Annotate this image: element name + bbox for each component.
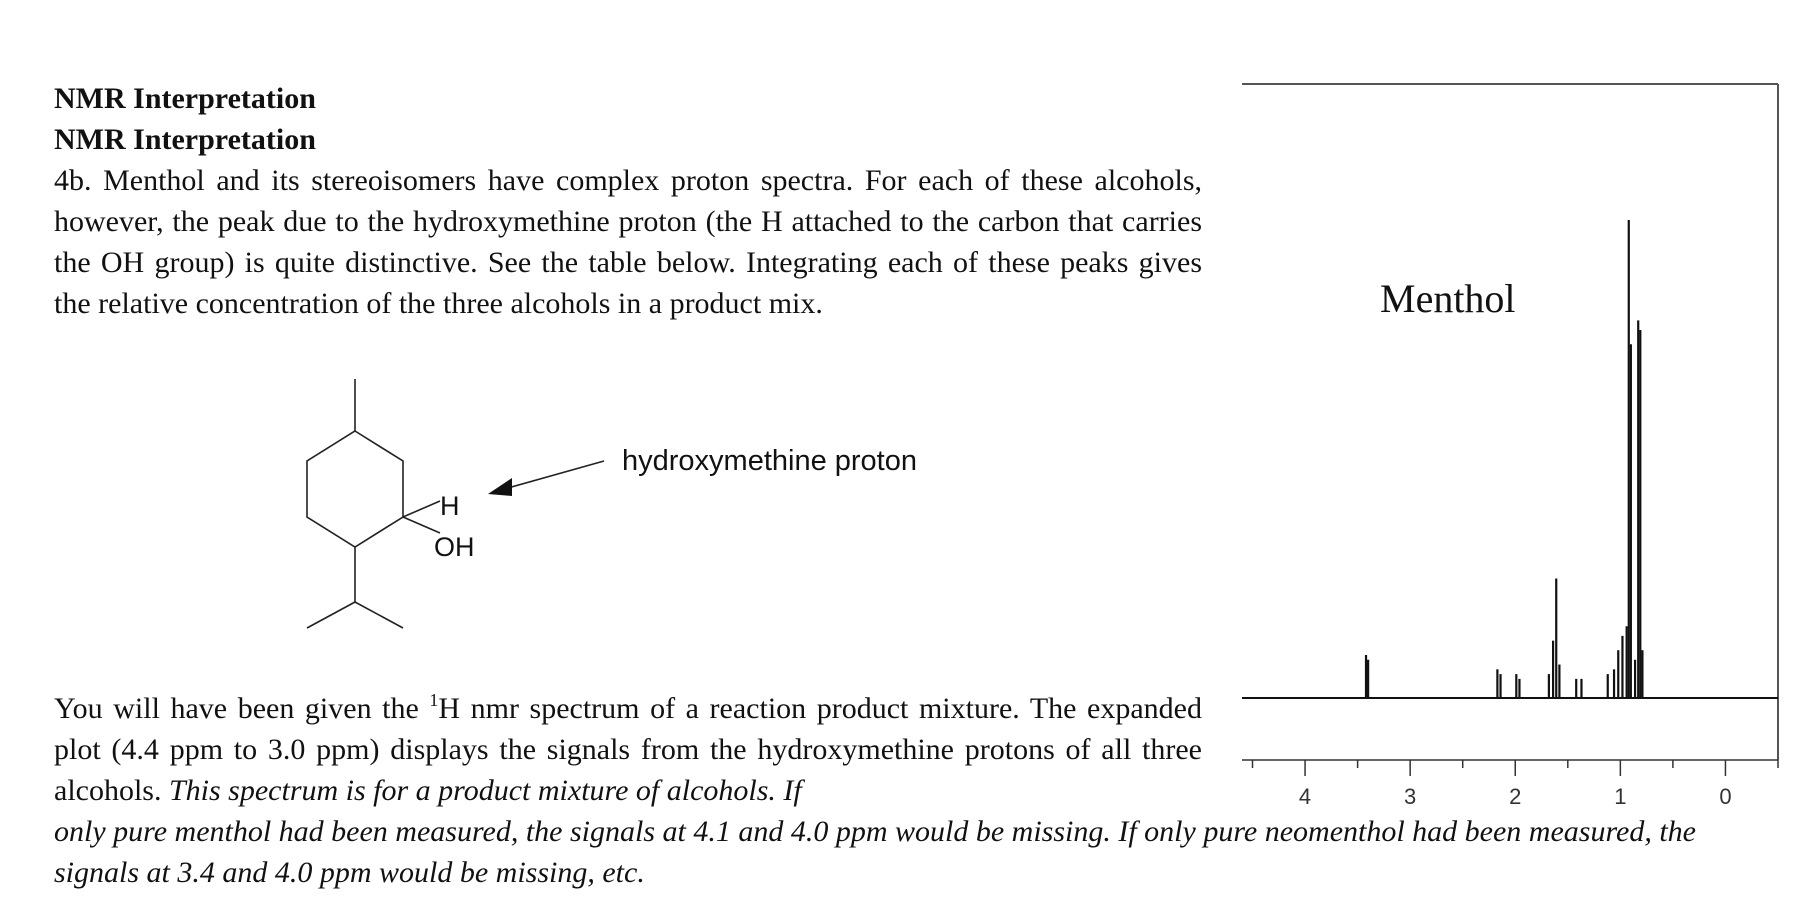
h-atom-label: H bbox=[440, 491, 460, 521]
c-oh-bond bbox=[403, 517, 440, 533]
bottom-paragraph-text-1: You will have been given the bbox=[54, 692, 430, 725]
bottom-paragraph-italic-1: This spectrum is for a product mixture of alcohols. If bbox=[168, 774, 802, 807]
c-h-bond bbox=[403, 501, 440, 517]
isopropyl-methyl-bond-2 bbox=[355, 602, 403, 628]
x-axis-tick-label: 1 bbox=[1614, 784, 1627, 809]
superscript-1: 1 bbox=[429, 690, 439, 710]
x-axis-ticks bbox=[1253, 760, 1778, 809]
x-axis-tick-label: 4 bbox=[1298, 784, 1312, 809]
intro-paragraph: 4b. Menthol and its stereoisomers have complex proton spectra. For each of these alcohols, however, the peak due to the hydroxymethine proton (the H attached to the carbon that carries the OH group) is quite distinctive. See the table below. Integrating each of these peaks gives the relative concentration of the three alcohols in a product mix. bbox=[54, 164, 1202, 320]
oh-group-label: OH bbox=[434, 532, 475, 562]
isopropyl-methyl-bond-1 bbox=[307, 602, 355, 628]
page-heading-2: NMR Interpretation bbox=[54, 123, 316, 156]
hydroxymethine-annotation: hydroxymethine proton bbox=[622, 445, 917, 477]
x-axis-tick-label: 3 bbox=[1404, 784, 1417, 809]
page-heading-1: NMR Interpretation bbox=[54, 82, 316, 115]
spectrum-frame bbox=[1242, 84, 1778, 760]
spectrum-label: Menthol bbox=[1380, 276, 1516, 321]
bottom-paragraph bbox=[54, 688, 1202, 811]
x-axis-tick-label: 2 bbox=[1509, 784, 1522, 809]
annotation-arrow-head bbox=[488, 478, 512, 496]
cyclohexane-ring bbox=[307, 431, 403, 547]
x-axis-tick-label: 0 bbox=[1719, 784, 1732, 809]
menthol-structure-diagram bbox=[290, 370, 1050, 640]
nmr-spectrum bbox=[1238, 80, 1798, 820]
bottom-paragraph-text-2: H nmr spectrum of a reaction product mixture. The expanded plot (4.4 ppm to 3.0 ppm) displays the signals from the hydroxymethine protons of all three alcohols. bbox=[54, 692, 1202, 807]
bottom-paragraph-italic-2: only pure menthol had been measured, the signals at 4.1 and 4.0 ppm would be missing. If only pure neomenthol had been measured, the signals at 3.4 and 4.0 ppm would be missing, etc. bbox=[54, 815, 1696, 889]
annotation-arrow-line bbox=[508, 461, 604, 488]
